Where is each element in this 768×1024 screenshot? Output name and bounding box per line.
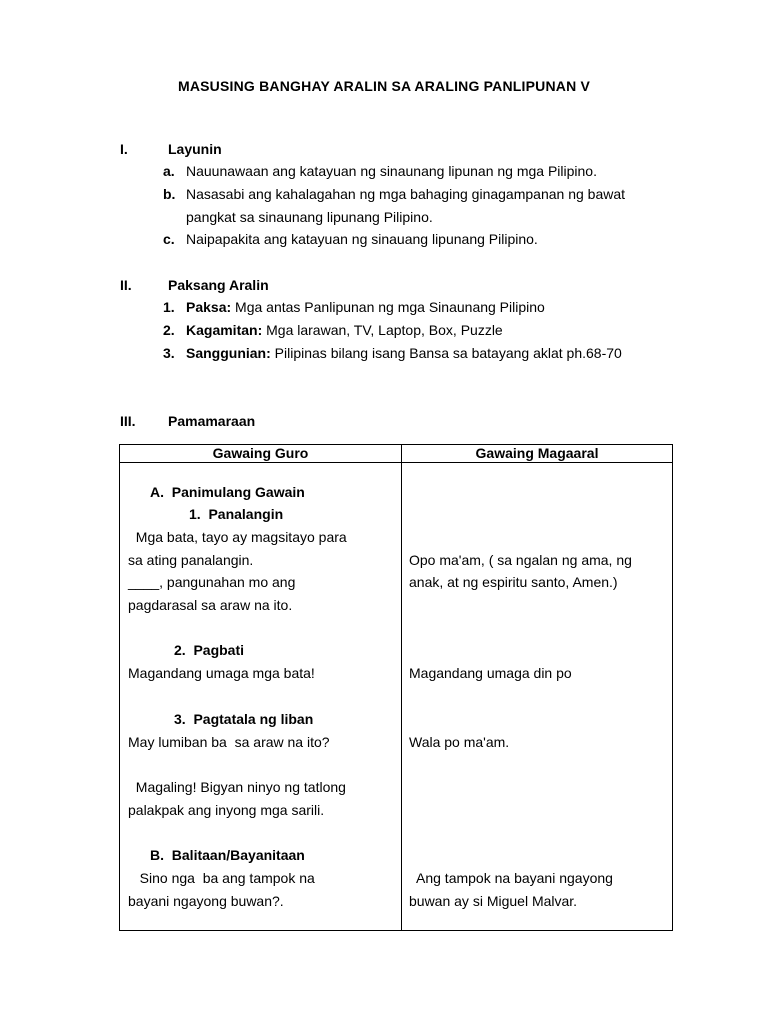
section-pamamaraan-heading: [120, 413, 255, 429]
student-line: buwan ay si Miguel Malvar.: [409, 893, 578, 909]
item-text: Mga larawan, TV, Laptop, Box, Puzzle: [262, 322, 503, 338]
step-heading: B. Balitaan/Bayanitaan: [150, 847, 305, 863]
section-number: III.: [120, 413, 136, 429]
teacher-line: Magaling! Bigyan ninyo ng tatlong: [128, 779, 346, 795]
item-text: Mga antas Panlipunan ng mga Sinaunang Pilipino: [231, 299, 545, 315]
student-line: Wala po ma'am.: [409, 734, 510, 750]
student-line: anak, at ng espiritu santo, Amen.): [409, 574, 618, 590]
teacher-line: Magandang umaga mga bata!: [128, 665, 315, 681]
step-heading: 1. Panalangin: [189, 506, 284, 522]
section-layunin-heading: [120, 141, 222, 157]
item-label: Paksa:: [186, 299, 232, 315]
item-marker: c.: [163, 231, 175, 247]
teacher-line: ____, pangunahan mo ang: [128, 574, 296, 590]
teacher-line: May lumiban ba sa araw na ito?: [128, 734, 330, 750]
section-number: II.: [120, 277, 132, 293]
teacher-line: bayani ngayong buwan?.: [128, 893, 284, 909]
column-header-teacher: Gawaing Guro: [120, 445, 402, 463]
student-line: Ang tampok na bayani ngayong: [409, 870, 613, 886]
topic-item: [163, 342, 663, 365]
teacher-activities-cell: [120, 463, 402, 931]
teacher-line: pagdarasal sa araw na ito.: [128, 597, 293, 613]
item-label: Sanggunian:: [186, 345, 271, 361]
item-marker: 2.: [163, 322, 175, 338]
section-title: Paksang Aralin: [168, 277, 269, 293]
step-heading: 2. Pagbati: [174, 642, 245, 658]
table-row: [120, 463, 673, 931]
table-header-row: [120, 445, 673, 463]
student-line: Magandang umaga din po: [409, 665, 572, 681]
objective-item: [163, 183, 663, 228]
student-line: Opo ma'am, ( sa ngalan ng ama, ng: [409, 552, 632, 568]
item-marker: 3.: [163, 345, 175, 361]
item-text: Naipapakita ang katayuan ng sinauang lipunang Pilipino.: [186, 231, 538, 247]
procedure-table: [119, 444, 673, 931]
objective-item: [163, 228, 683, 251]
document-title: MASUSING BANGHAY ARALIN SA ARALING PANLIPUNAN V: [177, 78, 591, 94]
teacher-line: sa ating panalangin.: [128, 552, 254, 568]
topic-item: [163, 296, 683, 319]
topic-item: [163, 319, 683, 342]
teacher-line: Sino nga ba ang tampok na: [128, 870, 315, 886]
section-title: Pamamaraan: [168, 413, 256, 429]
step-heading: 3. Pagtatala ng liban: [174, 711, 314, 727]
item-marker: b.: [163, 186, 176, 202]
column-header-student: Gawaing Magaaral: [402, 445, 673, 463]
student-activities-cell: [402, 463, 673, 931]
item-marker: 1.: [163, 299, 175, 315]
section-paksang-aralin-heading: [120, 277, 269, 293]
item-label: Kagamitan:: [186, 322, 263, 338]
objective-item: [163, 160, 683, 183]
step-heading: A. Panimulang Gawain: [150, 484, 305, 500]
teacher-line: Mga bata, tayo ay magsitayo para: [128, 529, 347, 545]
item-text: Nasasabi ang kahalagahan ng mga bahaging ginagampanan ng bawat pangkat sa sinaunang lipunang Pilipino.: [186, 186, 626, 225]
teacher-line: palakpak ang inyong mga sarili.: [128, 802, 325, 818]
section-title: Layunin: [168, 141, 222, 157]
item-marker: a.: [163, 163, 175, 179]
item-text: Pilipinas bilang isang Bansa sa batayang aklat ph.68-70: [270, 345, 622, 361]
section-number: I.: [120, 141, 128, 157]
item-text: Nauunawaan ang katayuan ng sinaunang lipunan ng mga Pilipino.: [186, 163, 597, 179]
